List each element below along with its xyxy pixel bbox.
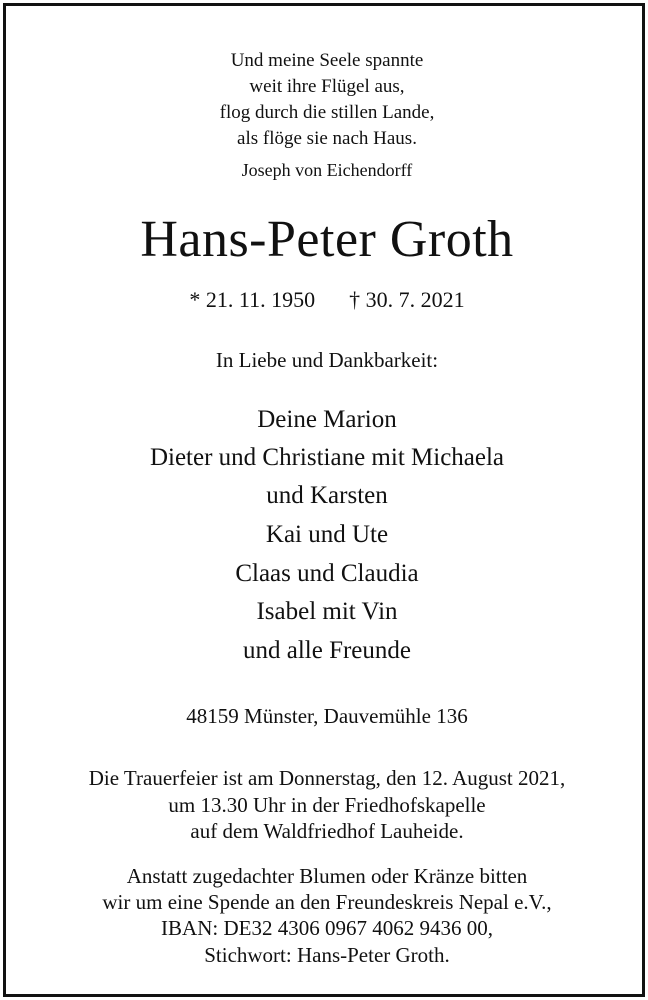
- poem-line: Und meine Seele spannte: [230, 50, 424, 71]
- dedication-intro: In Liebe und Dankbarkeit:: [215, 348, 439, 372]
- funeral-info-line: Die Trauerfeier ist am Donnerstag, den 12. August 2021,: [88, 766, 566, 790]
- death-date: † 30. 7. 2021: [349, 287, 465, 312]
- donation-info-line: IBAN: DE32 4306 0967 4062 9436 00,: [161, 916, 493, 940]
- donation-info-line: wir um eine Spende an den Freundeskreis Nepal e.V.,: [102, 890, 552, 914]
- funeral-info-line: auf dem Waldfriedhof Lauheide.: [190, 819, 464, 843]
- deceased-name: Hans-Peter Groth: [140, 211, 514, 268]
- mourner-line: Kai und Ute: [265, 521, 389, 548]
- poem-line: weit ihre Flügel aus,: [249, 76, 405, 97]
- obituary-frame: [3, 3, 645, 997]
- mourner-line: und Karsten: [266, 482, 388, 509]
- poem-author: Joseph von Eichendorff: [241, 160, 413, 180]
- life-dates: [6, 287, 648, 313]
- mourner-line: und alle Freunde: [242, 637, 411, 664]
- family-address: 48159 Münster, Dauvemühle 136: [186, 704, 468, 728]
- mourner-line: Deine Marion: [257, 406, 397, 433]
- birth-date: * 21. 11. 1950: [189, 287, 316, 312]
- donation-info-line: Anstatt zugedachter Blumen oder Kränze bitten: [126, 864, 528, 888]
- poem-line: flog durch die stillen Lande,: [219, 102, 435, 123]
- mourner-line: Dieter und Christiane mit Michaela: [149, 444, 505, 471]
- donation-info-line: Stichwort: Hans-Peter Groth.: [204, 943, 450, 967]
- mourner-line: Claas und Claudia: [235, 560, 419, 587]
- poem-line: als flöge sie nach Haus.: [237, 128, 417, 149]
- funeral-info-line: um 13.30 Uhr in der Friedhofskapelle: [168, 793, 486, 817]
- mourner-line: Isabel mit Vin: [256, 598, 398, 625]
